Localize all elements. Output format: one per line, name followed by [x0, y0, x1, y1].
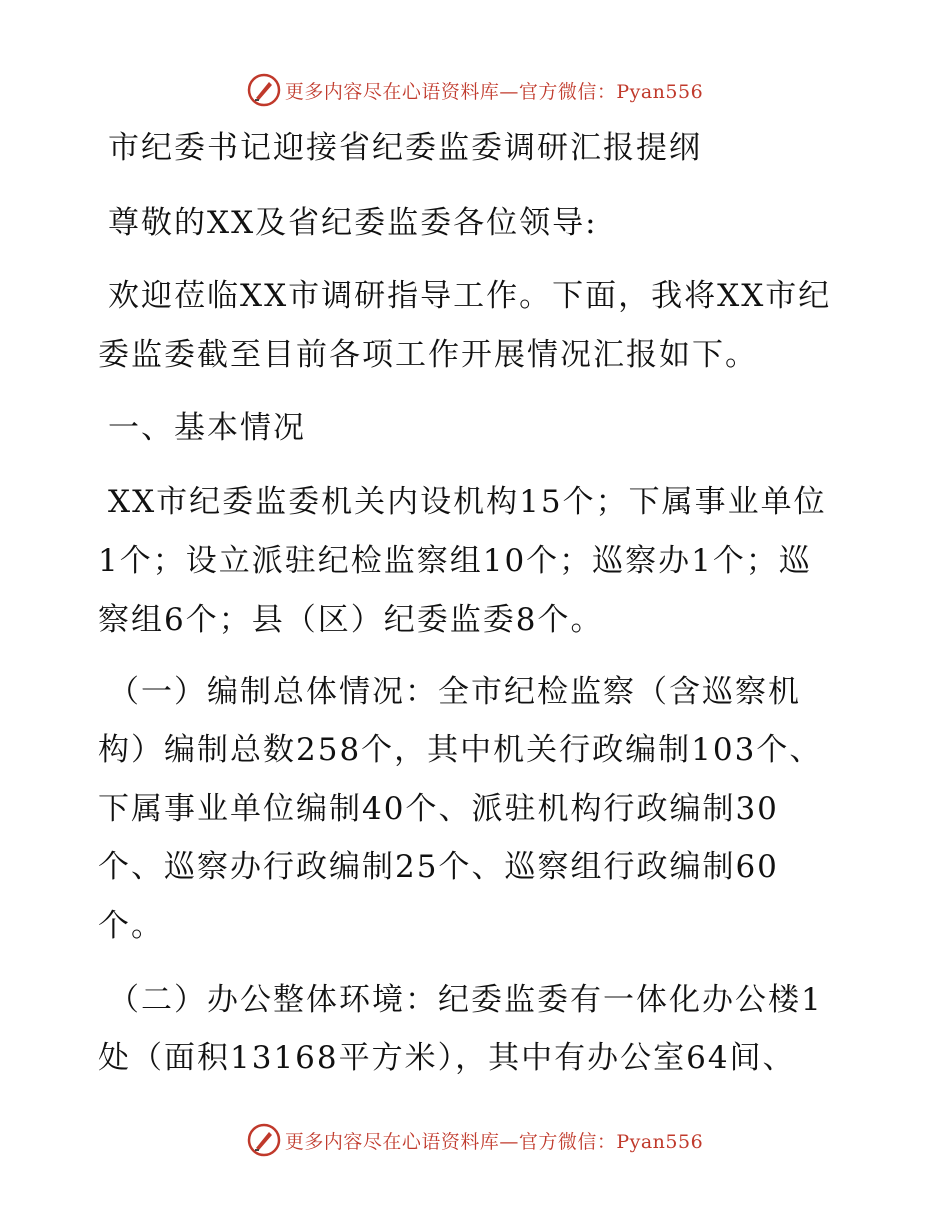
paragraph-line: 委监委截至目前各项工作开展情况汇报如下。	[98, 337, 758, 373]
banner-text: 更多内容尽在心语资料库—官方微信：Pyan556	[284, 80, 704, 103]
section-heading: 一、基本情况	[108, 410, 306, 446]
greeting: 尊敬的XX及省纪委监委各位领导:	[108, 205, 598, 241]
paragraph-line: 1个；设立派驻纪检监察组10个；巡察办1个；巡	[98, 543, 812, 579]
footer-banner	[0, 1120, 950, 1160]
banner-text: 更多内容尽在心语资料库—官方微信：Pyan556	[284, 1130, 704, 1153]
paragraph-line: 个、巡察办行政编制25个、巡察组行政编制60	[98, 849, 779, 885]
document-title: 市纪委书记迎接省纪委监委调研汇报提纲	[108, 130, 702, 166]
paragraph-line: （二）办公整体环境：纪委监委有一体化办公楼1	[108, 982, 823, 1018]
quill-logo-icon	[247, 73, 281, 107]
paragraph-line: 欢迎莅临XX市调研指导工作。下面，我将XX市纪	[108, 278, 832, 314]
paragraph-line: 察组6个；县（区）纪委监委8个。	[98, 602, 604, 638]
header-banner	[0, 70, 950, 110]
paragraph-line: 个。	[98, 908, 164, 944]
paragraph-line: （一）编制总体情况：全市纪检监察（含巡察机	[108, 674, 801, 710]
paragraph-line: 下属事业单位编制40个、派驻机构行政编制30	[98, 791, 779, 827]
quill-logo-icon	[247, 1123, 281, 1157]
paragraph-line: 构）编制总数258个，其中机关行政编制103个、	[98, 732, 823, 768]
paragraph-line: 处（面积13168平方米），其中有办公室64间、	[98, 1040, 796, 1076]
paragraph-line: XX市纪委监委机关内设机构15个；下属事业单位	[108, 484, 827, 520]
